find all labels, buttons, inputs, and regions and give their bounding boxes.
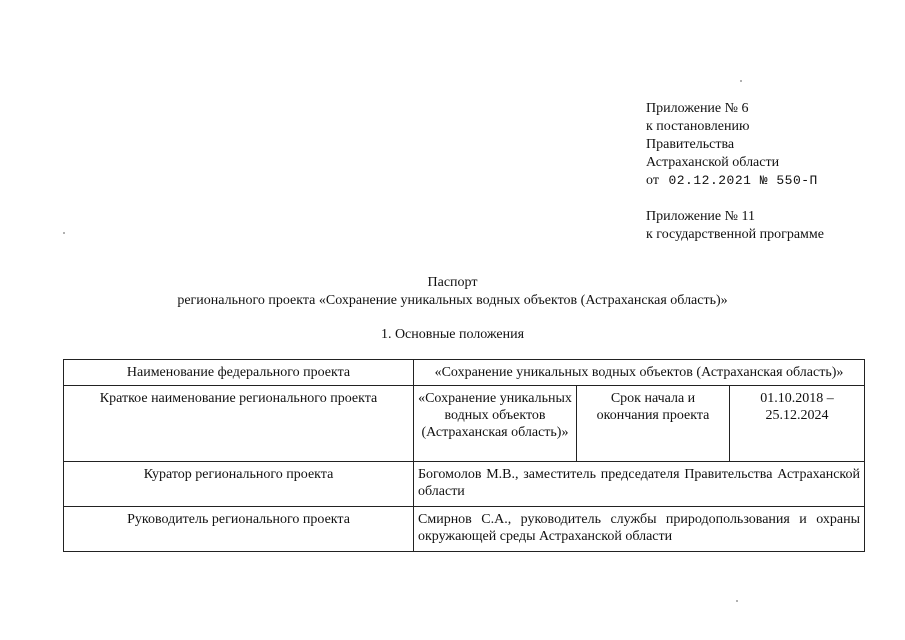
table-row-federal-project	[64, 360, 865, 386]
table-row-short-name	[64, 386, 865, 462]
appendix-government: Правительства	[646, 137, 735, 152]
curator-label: Куратор регионального проекта	[64, 462, 414, 507]
table-row-head	[64, 507, 865, 552]
short-name-label: Краткое наименование регионального проекта	[64, 386, 414, 462]
section-heading: 1. Основные положения	[380, 327, 525, 342]
appendix-region: Астраханской области	[646, 155, 780, 170]
scan-speck	[736, 600, 738, 602]
short-name-value: «Сохранение уникальных водных объектов (Астраханская область)»	[414, 386, 577, 462]
federal-project-label: Наименование федерального проекта	[64, 360, 414, 386]
federal-project-value: «Сохранение уникальных водных объектов (Астраханская область)»	[414, 360, 865, 386]
term-value: 01.10.2018 – 25.12.2024	[730, 386, 865, 462]
scan-speck	[740, 80, 742, 82]
head-value: Смирнов С.А., руководитель службы природопользования и охраны окружающей среды Астраханской области	[414, 507, 865, 552]
curator-value: Богомолов М.В., заместитель председателя Правительства Астраханской области	[414, 462, 865, 507]
head-label: Руководитель регионального проекта	[64, 507, 414, 552]
appendix-block	[646, 100, 818, 190]
term-label: Срок начала и окончания проекта	[577, 386, 730, 462]
appendix-number: Приложение № 6	[646, 101, 749, 116]
passport-table	[63, 359, 865, 552]
scan-speck	[63, 232, 65, 234]
appendix2-number: Приложение № 11	[646, 209, 755, 224]
table-row-curator	[64, 462, 865, 507]
document-title: Паспорт	[427, 275, 478, 290]
appendix2-program: к государственной программе	[646, 227, 824, 242]
appendix-date-line	[646, 172, 818, 190]
appendix2-block	[646, 208, 824, 244]
appendix-resolution: к постановлению	[646, 119, 750, 134]
appendix-date-stamp: 02.12.2021 № 550-П	[668, 173, 818, 188]
document-subtitle: регионального проекта «Сохранение уникальных водных объектов (Астраханская область)»	[177, 293, 728, 308]
appendix-date-prefix: от	[646, 173, 659, 188]
